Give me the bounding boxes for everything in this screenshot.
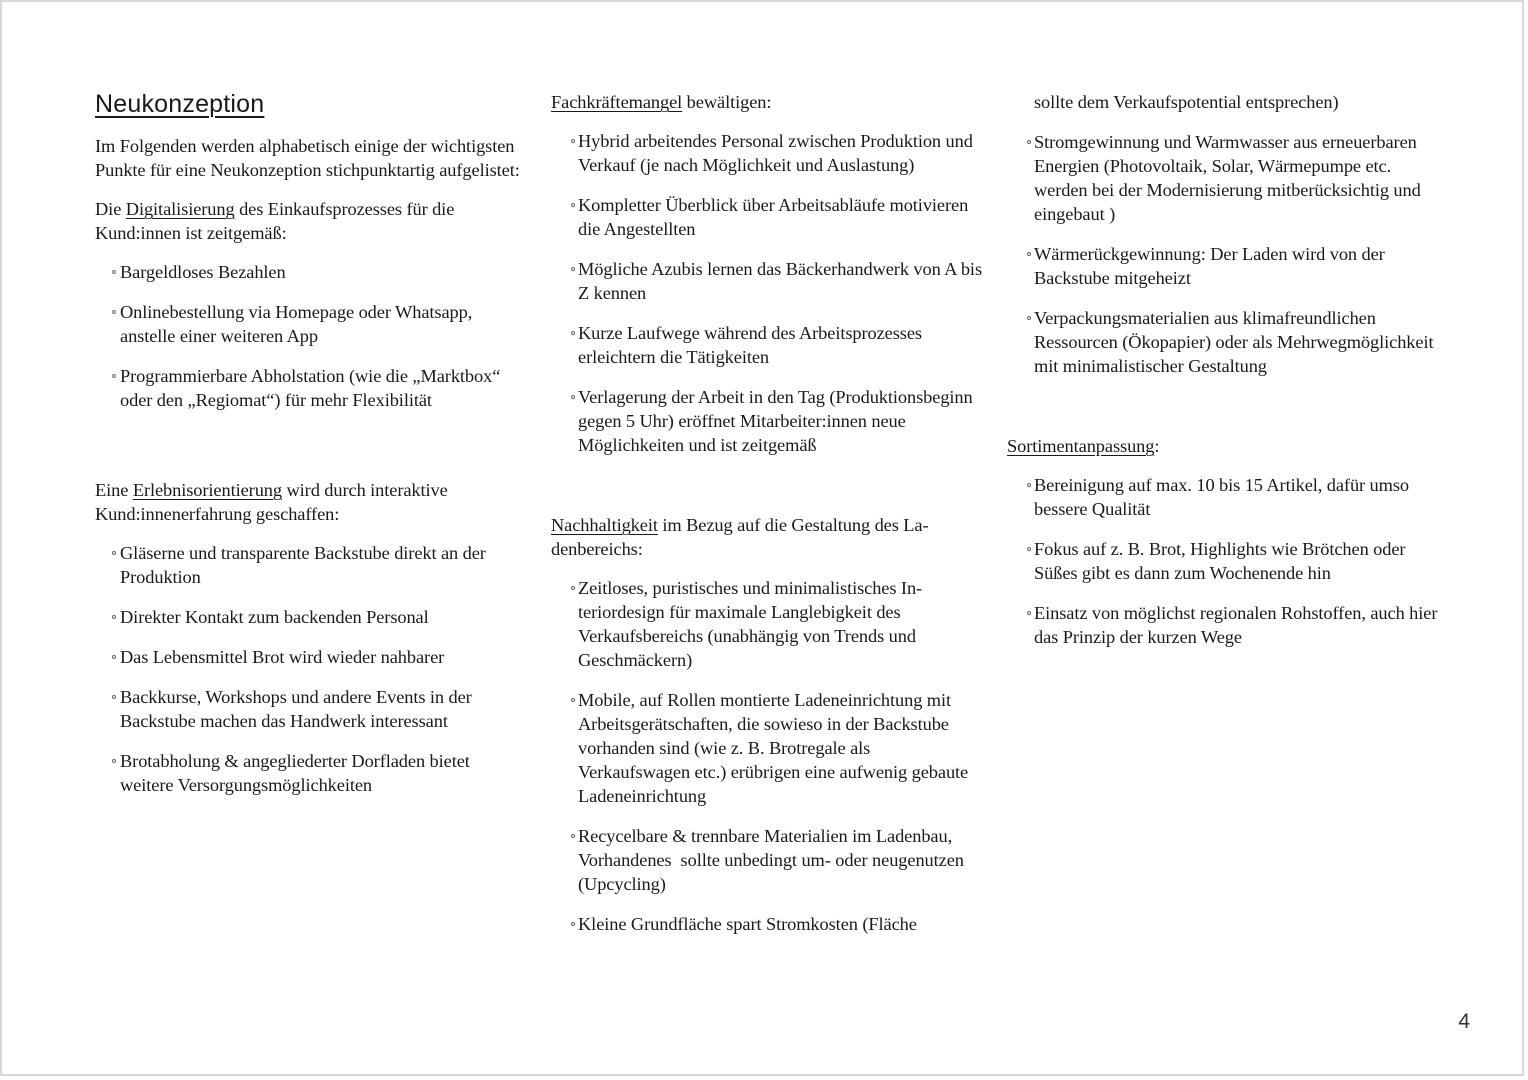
list-sortimentanpassung [1007,473,1447,649]
page-title: Neukonzeption [95,90,265,118]
bullet-icon [1027,252,1031,256]
list-item: Backkurse, Workshops und andere Events in der Backstube machen das Handwerk interessant [95,685,525,733]
list-item: Recycelbare & trennbare Materialien im Ladenbau, Vorhandenes sollte unbedingt um- oder neugenutzen (Upcycling) [551,824,986,896]
column-right [1007,90,1447,665]
bullet-icon [1027,140,1031,144]
bullet-icon [1027,483,1031,487]
bullet-icon [112,655,116,659]
list-item: Bereinigung auf max. 10 bis 15 Artikel, dafür umso bessere Qualität [1007,473,1447,521]
list-item: Zeitloses, puristisches und minimalistisches Interiordesign für maximale Langlebigkeit des Verkaufsbereichs (unabhängig von Trends und Geschmäckern) [551,576,986,672]
list-item: Wärmerückgewinnung: Der Laden wird von der Backstube mitgeheizt [1007,242,1447,290]
bullet-icon [112,695,116,699]
list-item: Fokus auf z. B. Brot, Highlights wie Brötchen oder Süßes gibt es dann zum Wochenende hin [1007,537,1447,585]
list-item: Verlagerung der Arbeit in den Tag (Produktionsbeginn gegen 5 Uhr) eröffnet Mitarbeiter:innen neue Möglichkeiten und ist zeitgemäß [551,385,986,457]
list-item: Onlinebestellung via Homepage oder Whatsapp, anstelle einer weiteren App [95,300,525,348]
bullet-icon [112,310,116,314]
section-heading-sortimentanpassung: Sortimentanpassung: [1007,436,1160,456]
bullet-icon [112,374,116,378]
bullet-icon [571,395,575,399]
section-heading-nachhaltigkeit: Nachhaltigkeit im Bezug auf die Gestaltung des Ladenbereichs: [551,515,929,559]
bullet-icon [112,759,116,763]
list-fachkraeftemangel [551,129,986,457]
column-left [95,88,525,813]
keyword-sortimentanpassung: Sortimentanpassung [1007,436,1155,456]
list-item: Mobile, auf Rollen montierte Ladeneinrichtung mit Arbeitsgerätschaften, die sowieso in der Backstube vorhanden sind (wie z. B. Brotregale als Verkaufswagen etc.) erübrigen eine aufwenig gebaute Ladeneinrichtung [551,688,986,808]
bullet-icon [1027,316,1031,320]
list-item: Mögliche Azubis lernen das Bäckerhandwerk von A bis Z kennen [551,257,986,305]
list-item: Das Lebensmittel Brot wird wieder nahbarer [95,645,525,669]
bullet-icon [571,203,575,207]
list-item: Gläserne und transparente Backstube direkt an der Produktion [95,541,525,589]
intro-paragraph: Im Folgenden werden alphabetisch einige der wichtigsten Punkte für eine Neukonzeption stichpunktartig aufgelistet: [95,136,520,180]
list-item: Verpackungsmaterialien aus klimafreundlichen Ressourcen (Ökopapier) oder als Mehrwegmöglichkeit mit minimalistischer Gestaltung [1007,306,1447,378]
list-item-continuation: sollte dem Verkaufspotential entsprechen) [1034,92,1339,112]
list-digitalisierung [95,260,525,412]
list-nachhaltigkeit [551,576,986,936]
bullet-icon [112,270,116,274]
bullet-icon [112,551,116,555]
bullet-icon [571,586,575,590]
list-item: Programmierbare Abholstation (wie die „Marktbox“ oder den „Regiomat“) für mehr Flexibilität [95,364,525,412]
keyword-erlebnisorientierung: Erlebnisorientierung [132,480,282,500]
list-item: Kleine Grundfläche spart Stromkosten (Fläche [551,912,986,936]
keyword-fachkraeftemangel: Fachkräftemangel [551,92,683,112]
list-item: Brotabholung & angegliederter Dorfladen bietet weitere Versorgungsmöglichkeiten [95,749,525,797]
bullet-icon [571,922,575,926]
page-number: 4 [1458,1010,1470,1033]
bullet-icon [112,615,116,619]
list-item: Hybrid arbeitendes Personal zwischen Produktion und Verkauf (je nach Möglichkeit und Auslastung) [551,129,986,177]
bullet-icon [571,331,575,335]
bullet-icon [571,267,575,271]
bullet-icon [571,698,575,702]
list-item: Stromgewinnung und Warmwasser aus erneuerbaren Energien (Photovoltaik, Solar, Wärmepumpe etc. werden bei der Modernisierung mitberücksichtig und eingebaut ) [1007,130,1447,226]
list-item: Einsatz von möglichst regionalen Rohstoffen, auch hier das Prinzip der kurzen Wege [1007,601,1447,649]
bullet-icon [571,139,575,143]
column-middle [551,90,986,952]
list-item: Direkter Kontakt zum backenden Personal [95,605,525,629]
keyword-nachhaltigkeit: Nachhaltigkeit [551,515,658,535]
list-nachhaltigkeit-continued [1007,130,1447,378]
bullet-icon [1027,547,1031,551]
list-item: Kurze Laufwege während des Arbeitsprozesses erleichtern die Tätigkeiten [551,321,986,369]
list-erlebnisorientierung [95,541,525,797]
section-heading-erlebnisorientierung: Eine Erlebnisorientierung wird durch interaktive Kund:innenerfahrung geschaffen: [95,480,448,524]
section-heading-fachkraeftemangel: Fachkräftemangel bewältigen: [551,92,772,112]
list-item: Kompletter Überblick über Arbeitsabläufe motivieren die Angestellten [551,193,986,241]
bullet-icon [571,834,575,838]
bullet-icon [1027,611,1031,615]
keyword-digitalisierung: Digitalisierung [125,199,235,219]
list-item: Bargeldloses Bezahlen [95,260,525,284]
section-heading-digitalisierung: Die Digitalisierung des Einkaufsprozesses für die Kund:innen ist zeitgemäß: [95,199,455,243]
